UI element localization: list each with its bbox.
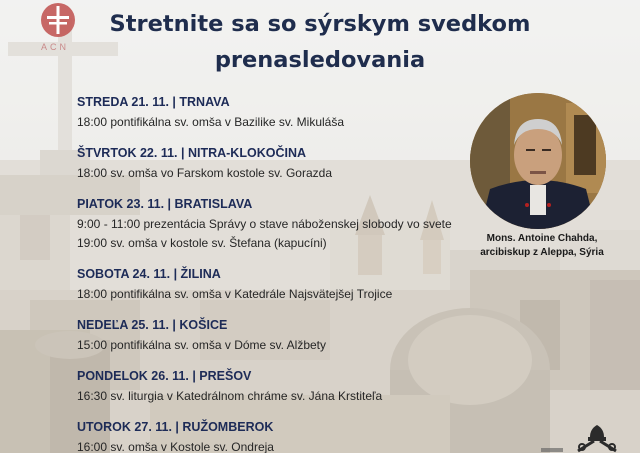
event-schedule xyxy=(77,94,497,453)
event-item xyxy=(77,94,497,132)
acn-logo-label: ACN xyxy=(41,42,70,52)
page-title xyxy=(100,6,540,78)
event-item xyxy=(77,266,497,304)
event-detail: 9:00 - 11:00 prezentácia Správy o stave náboženskej slobody vo svete xyxy=(77,217,452,231)
event-heading: PONDELOK 26. 11. | PREŠOV xyxy=(77,369,252,383)
event-heading: PIATOK 23. 11. | BRATISLAVA xyxy=(77,197,253,211)
event-heading: UTOROK 27. 11. | RUŽOMBEROK xyxy=(77,420,274,434)
event-heading: STREDA 21. 11. | TRNAVA xyxy=(77,95,230,109)
event-detail: 15:00 pontifikálna sv. omša v Dóme sv. Alžbety xyxy=(77,338,327,352)
acn-logo-icon xyxy=(36,0,80,44)
event-item xyxy=(77,368,497,406)
speaker-role: arcibiskup z Aleppa, Sýria xyxy=(480,247,604,258)
event-heading: SOBOTA 24. 11. | ŽILINA xyxy=(77,267,221,281)
event-item xyxy=(77,317,497,355)
event-detail: 19:00 sv. omša v kostole sv. Štefana (kapucíni) xyxy=(77,236,327,250)
page-title-line1: Stretnite sa so sýrskym svedkom xyxy=(109,11,531,37)
speaker-portrait xyxy=(470,93,606,229)
event-detail: 18:00 pontifikálna sv. omša v Bazilike sv. Mikuláša xyxy=(77,115,345,129)
event-detail: 16:30 sv. liturgia v Katedrálnom chráme sv. Jána Krstiteľa xyxy=(77,389,383,403)
event-item xyxy=(77,419,497,453)
event-detail: 18:00 pontifikálna sv. omša v Katedrále Najsvätejšej Trojice xyxy=(77,287,393,301)
speaker-name: Mons. Antoine Chahda, xyxy=(486,233,598,244)
page-title-line2: prenasledovania xyxy=(214,47,426,73)
papal-crest-icon xyxy=(574,423,620,453)
event-item xyxy=(77,145,497,183)
event-detail: 18:00 sv. omša vo Farskom kostole sv. Gorazda xyxy=(77,166,332,180)
speaker-photo-icon xyxy=(470,93,606,229)
event-item xyxy=(77,196,497,253)
speaker-caption xyxy=(470,232,614,260)
event-heading: NEDEĽA 25. 11. | KOŠICE xyxy=(77,318,228,332)
stamp-icon xyxy=(541,446,563,453)
event-heading: ŠTVRTOK 22. 11. | NITRA-KLOKOČINA xyxy=(77,146,306,160)
event-detail: 16:00 sv. omša v Kostole sv. Ondreja xyxy=(77,440,274,453)
